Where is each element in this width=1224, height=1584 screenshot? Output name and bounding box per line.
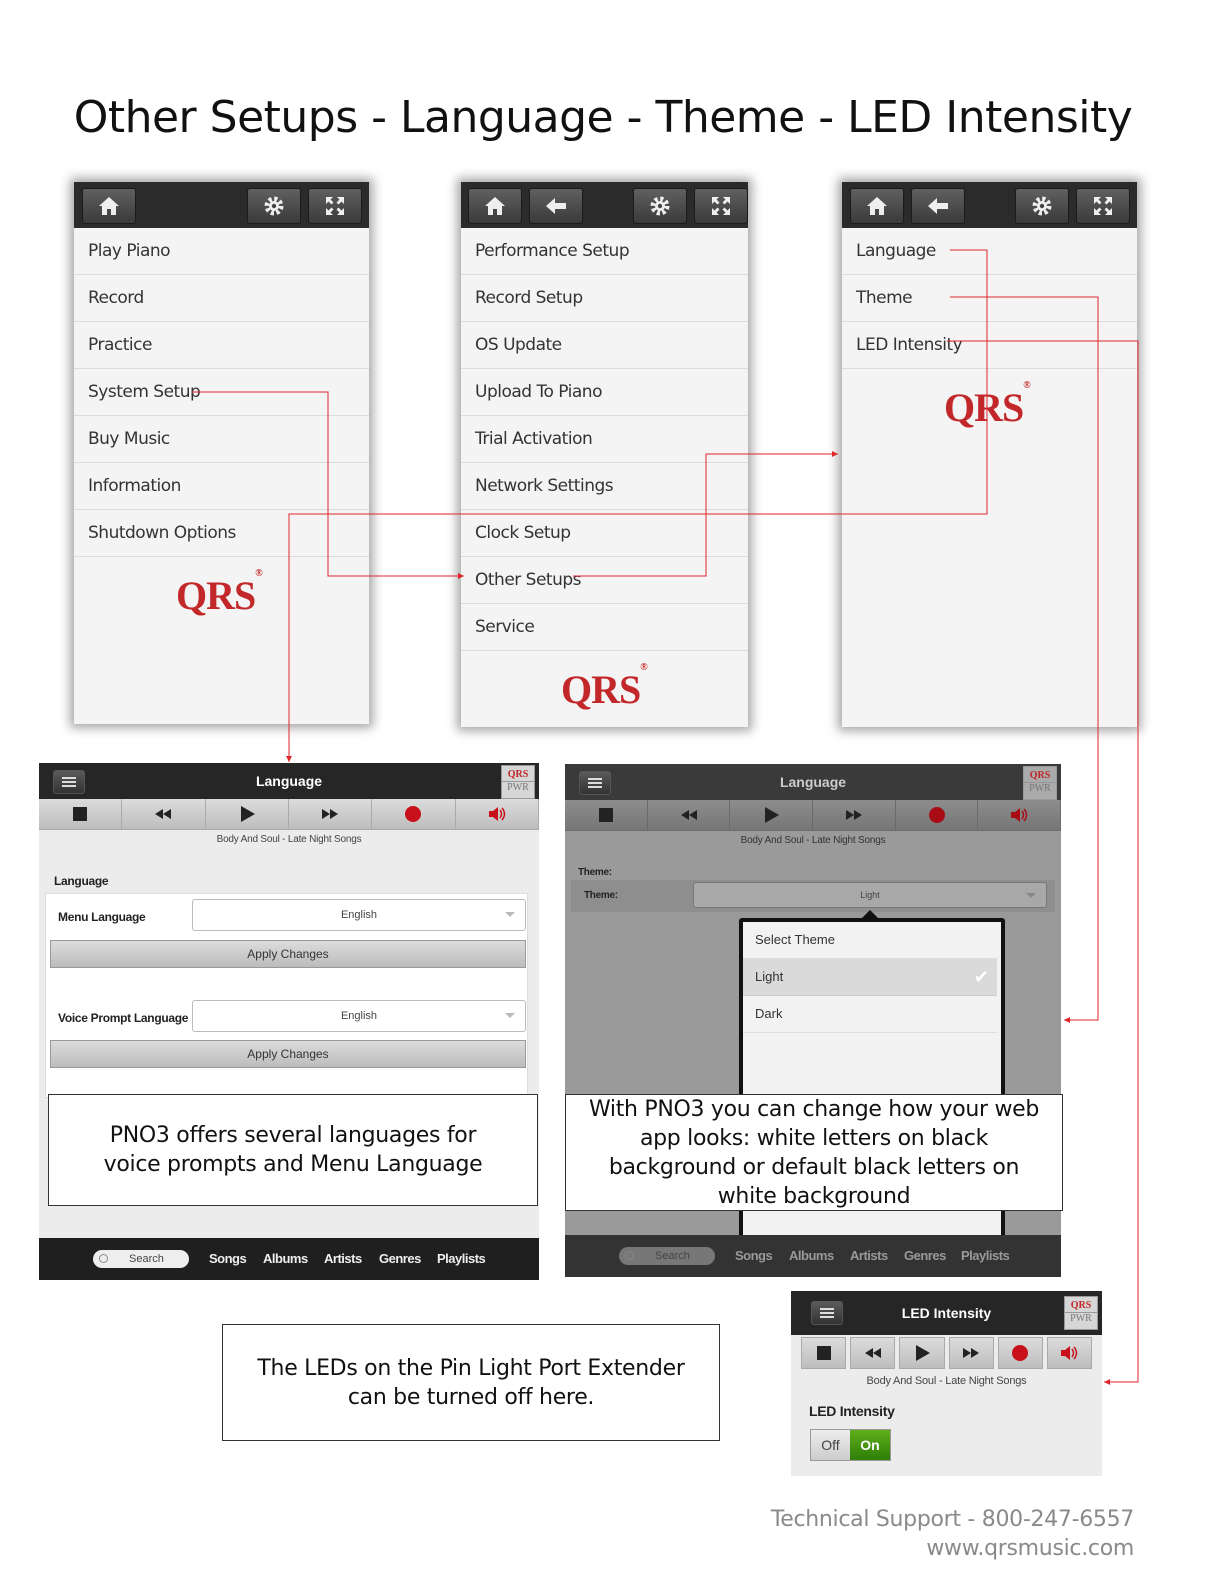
website-url[interactable]: www.qrsmusic.com	[926, 1536, 1134, 1561]
transport-controls	[799, 1335, 1094, 1371]
fullscreen-icon	[1091, 194, 1115, 218]
qrs-logo: QRS®	[176, 568, 262, 618]
play-icon	[912, 1344, 932, 1362]
volume-button[interactable]	[1047, 1337, 1092, 1369]
menu-item-theme[interactable]: Theme	[842, 275, 1137, 322]
chevron-down-icon	[505, 912, 515, 917]
menu-item-shutdown-options[interactable]: Shutdown Options	[74, 510, 369, 557]
rewind-icon	[679, 806, 699, 824]
play-button[interactable]	[730, 800, 813, 830]
fullscreen-button[interactable]	[694, 188, 748, 224]
now-playing: Body And Soul - Late Night Songs	[866, 1375, 1027, 1387]
fullscreen-button[interactable]	[1076, 188, 1130, 224]
back-arrow-icon	[926, 194, 950, 218]
stop-button[interactable]	[39, 799, 122, 829]
fast-forward-button[interactable]	[949, 1337, 994, 1369]
qrs-pwr-logo: QRS PWR	[1023, 766, 1057, 800]
nav-genres[interactable]: Genres	[379, 1251, 421, 1266]
settings-button[interactable]	[1015, 188, 1069, 224]
menu-item-language[interactable]: Language	[842, 228, 1137, 275]
rewind-icon	[153, 805, 173, 823]
bottom-nav	[39, 1238, 539, 1280]
nav-playlists[interactable]: Playlists	[437, 1251, 486, 1266]
theme-select[interactable]	[693, 882, 1047, 908]
menu-item-os-update[interactable]: OS Update	[461, 322, 748, 369]
qrs-pwr-logo: QRS PWR	[501, 765, 535, 799]
menu-item-led-intensity[interactable]: LED Intensity	[842, 322, 1137, 369]
record-icon	[927, 806, 947, 824]
menu-item-system-setup[interactable]: System Setup	[74, 369, 369, 416]
led-on-option[interactable]: On	[850, 1430, 890, 1460]
nav-songs[interactable]: Songs	[735, 1248, 773, 1263]
transport-controls	[39, 799, 539, 830]
nav-albums[interactable]: Albums	[263, 1251, 308, 1266]
qrs-pwr-logo: QRS PWR	[1064, 1296, 1098, 1330]
theme-callout: With PNO3 you can change how your web app looks: white letters on black background or default black letters on white background	[565, 1094, 1063, 1211]
gear-icon	[262, 194, 286, 218]
apply-voice-language-button[interactable]: Apply Changes	[50, 1040, 526, 1068]
home-button[interactable]	[850, 188, 904, 224]
play-icon	[237, 805, 257, 823]
home-icon	[97, 194, 121, 218]
menu-language-select[interactable]	[192, 899, 526, 931]
nav-genres[interactable]: Genres	[904, 1248, 946, 1263]
fast-forward-icon	[961, 1344, 981, 1362]
stop-icon	[596, 806, 616, 824]
rewind-button[interactable]	[122, 799, 205, 829]
theme-value: Light	[860, 890, 880, 900]
volume-icon	[1009, 806, 1029, 824]
popup-header: Select Theme	[743, 922, 997, 959]
volume-button[interactable]	[978, 800, 1061, 830]
voice-prompt-language-select[interactable]	[192, 1000, 526, 1032]
stop-button[interactable]	[565, 800, 648, 830]
menu-item-record[interactable]: Record	[74, 275, 369, 322]
fullscreen-button[interactable]	[308, 188, 362, 224]
nav-artists[interactable]: Artists	[850, 1248, 888, 1263]
panel-toolbar	[74, 182, 369, 228]
search-icon	[99, 1254, 108, 1263]
menu-item-record-setup[interactable]: Record Setup	[461, 275, 748, 322]
page-title: Other Setups - Language - Theme - LED Intensity	[73, 92, 1133, 143]
chevron-down-icon	[1026, 893, 1036, 898]
support-phone: Technical Support - 800-247-6557	[770, 1507, 1134, 1532]
back-button[interactable]	[529, 188, 583, 224]
popup-pointer	[861, 910, 879, 919]
language-callout: PNO3 offers several languages for voice prompts and Menu Language	[48, 1094, 538, 1206]
menu-item-practice[interactable]: Practice	[74, 322, 369, 369]
fullscreen-icon	[323, 194, 347, 218]
option-label: Light	[755, 969, 784, 984]
gear-icon	[648, 194, 672, 218]
play-button[interactable]	[899, 1337, 944, 1369]
led-off-option[interactable]: Off	[811, 1430, 850, 1460]
rewind-button[interactable]	[850, 1337, 895, 1369]
chevron-down-icon	[505, 1013, 515, 1018]
rewind-icon	[863, 1344, 883, 1362]
screen-title: LED Intensity	[901, 1305, 992, 1321]
theme-option-dark[interactable]	[743, 996, 997, 1033]
nav-songs[interactable]: Songs	[209, 1251, 247, 1266]
app-header	[39, 763, 539, 799]
voice-prompt-language-value: English	[340, 1010, 378, 1022]
home-icon	[865, 194, 889, 218]
back-arrow-icon	[544, 194, 568, 218]
stop-icon	[814, 1344, 834, 1362]
now-playing: Body And Soul - Late Night Songs	[740, 835, 886, 846]
screen-title: Language	[255, 773, 323, 789]
home-button[interactable]	[468, 188, 522, 224]
menu-item-trial-activation[interactable]: Trial Activation	[461, 416, 748, 463]
search-input[interactable]: Search	[619, 1247, 715, 1265]
search-input[interactable]: Search	[93, 1250, 189, 1268]
volume-button[interactable]	[456, 799, 539, 829]
voice-prompt-language-label: Voice Prompt Language	[58, 1011, 189, 1025]
panel-toolbar	[842, 182, 1137, 228]
stop-button[interactable]	[801, 1337, 846, 1369]
other-setups-panel	[842, 182, 1137, 727]
volume-icon	[1059, 1344, 1079, 1362]
volume-icon	[487, 805, 507, 823]
gear-icon	[1030, 194, 1054, 218]
theme-option-light[interactable]	[743, 959, 997, 996]
main-menu-panel	[74, 182, 369, 724]
record-icon	[1010, 1344, 1030, 1362]
fast-forward-button[interactable]	[289, 799, 372, 829]
led-intensity-screen	[791, 1291, 1102, 1476]
home-icon	[483, 194, 507, 218]
checkmark-icon: ✔	[973, 967, 989, 987]
fast-forward-button[interactable]	[813, 800, 896, 830]
nav-albums[interactable]: Albums	[789, 1248, 834, 1263]
menu-language-label: Menu Language	[58, 910, 146, 924]
settings-button[interactable]	[633, 188, 687, 224]
option-label: Dark	[755, 1006, 783, 1021]
led-toggle[interactable]	[810, 1429, 891, 1461]
apply-menu-language-button[interactable]: Apply Changes	[50, 940, 526, 968]
menu-item-performance-setup[interactable]: Performance Setup	[461, 228, 748, 275]
play-button[interactable]	[206, 799, 289, 829]
menu-item-information[interactable]: Information	[74, 463, 369, 510]
play-icon	[761, 806, 781, 824]
now-playing: Body And Soul - Late Night Songs	[216, 834, 362, 845]
search-icon	[625, 1251, 634, 1260]
panel-toolbar	[461, 182, 748, 228]
system-setup-panel	[461, 182, 748, 727]
section-heading: LED Intensity	[809, 1403, 895, 1419]
qrs-logo: QRS®	[944, 380, 1030, 430]
settings-button[interactable]	[247, 188, 301, 224]
menu-item-service[interactable]: Service	[461, 604, 748, 651]
menu-item-other-setups[interactable]: Other Setups	[461, 557, 748, 604]
nav-artists[interactable]: Artists	[324, 1251, 362, 1266]
record-icon	[403, 805, 423, 823]
section-heading: Theme:	[578, 867, 612, 878]
back-button[interactable]	[911, 188, 965, 224]
qrs-logo: QRS®	[561, 662, 647, 712]
theme-label: Theme:	[584, 890, 618, 901]
app-header	[565, 764, 1061, 800]
fullscreen-icon	[709, 194, 733, 218]
stop-icon	[70, 805, 90, 823]
menu-item-buy-music[interactable]: Buy Music	[74, 416, 369, 463]
screen-title: Language	[779, 774, 847, 790]
fast-forward-icon	[320, 805, 340, 823]
transport-controls	[565, 800, 1061, 831]
record-button[interactable]	[896, 800, 979, 830]
menu-item-play-piano[interactable]: Play Piano	[74, 228, 369, 275]
app-header	[791, 1291, 1102, 1335]
record-button[interactable]	[998, 1337, 1043, 1369]
bottom-nav	[565, 1235, 1061, 1277]
home-button[interactable]	[82, 188, 136, 224]
fast-forward-icon	[844, 806, 864, 824]
nav-playlists[interactable]: Playlists	[961, 1248, 1010, 1263]
led-callout: The LEDs on the Pin Light Port Extender can be turned off here.	[222, 1324, 720, 1441]
menu-item-clock-setup[interactable]: Clock Setup	[461, 510, 748, 557]
section-heading: Language	[54, 874, 109, 888]
record-button[interactable]	[372, 799, 455, 829]
menu-item-upload-to-piano[interactable]: Upload To Piano	[461, 369, 748, 416]
rewind-button[interactable]	[648, 800, 731, 830]
menu-language-value: English	[340, 909, 378, 921]
menu-item-network-settings[interactable]: Network Settings	[461, 463, 748, 510]
